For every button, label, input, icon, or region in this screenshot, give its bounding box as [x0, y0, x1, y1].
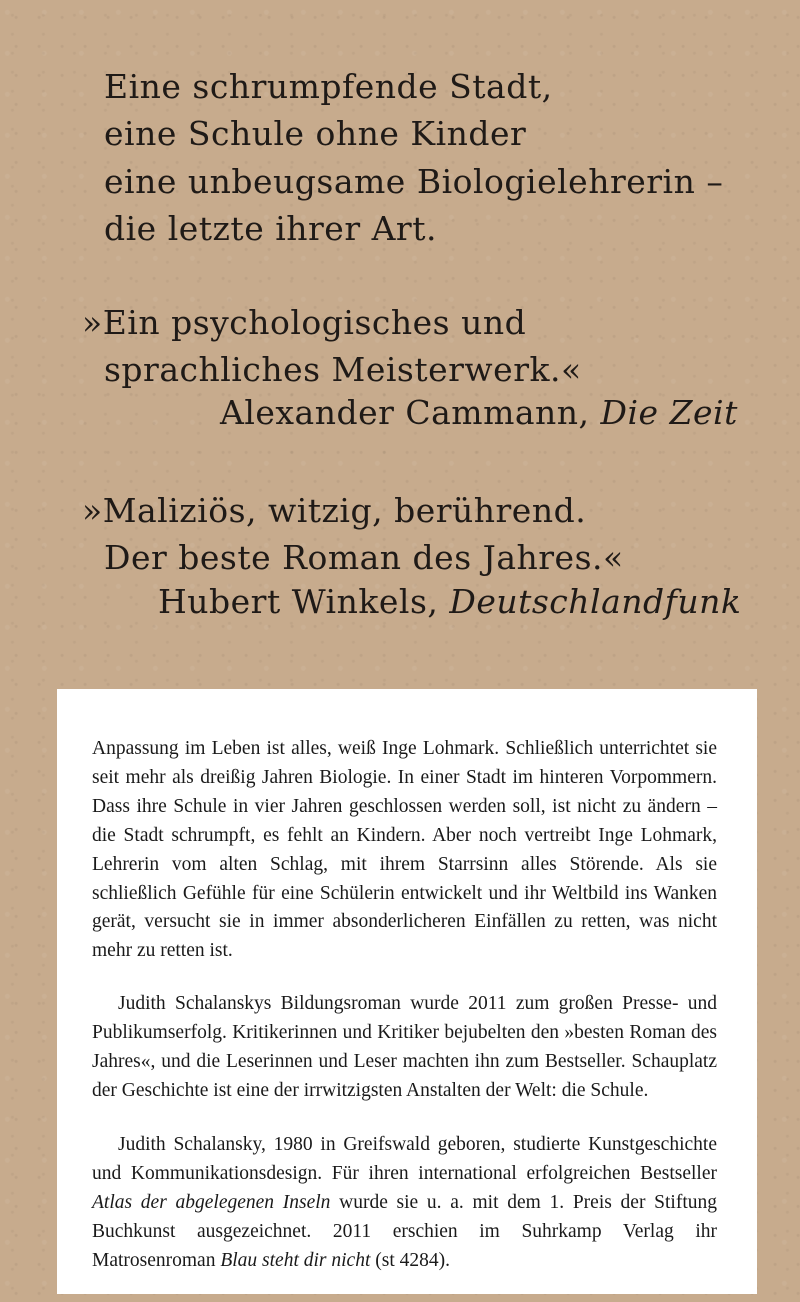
tagline-line-3: eine unbeugsame Biologielehrerin –: [104, 162, 724, 201]
quote-1-author: Alexander Cammann,: [220, 393, 601, 432]
blurb-p3-a: Judith Schalansky, 1980 in Greifswald geboren, studierte Kunstgeschichte und Kommunikationsdesign. Für ihren international erfolgreichen Bestseller: [92, 1134, 717, 1184]
quote-2-author: Hubert Winkels,: [158, 582, 450, 621]
quote-2-line-1: »Maliziös, witzig, berührend.: [82, 491, 587, 530]
blurb-p3-e: (st 4284).: [370, 1249, 450, 1271]
blurb-paragraph-1: Anpassung im Leben ist alles, weiß Inge Lohmark. Schließlich unterrichtet sie seit mehr als dreißig Jahren Biologie. In einer Stadt im hinteren Vorpommern. Dass ihre Schule in vier Jahren geschlossen werden soll, ist nicht zu ändern – die Stadt schrumpft, es fehlt an Kindern. Aber noch vertreibt Inge Lohmark, Lehrerin vom alten Schlag, mit ihrem Starrsinn alles Störende. Als sie schließlich Gefühle für eine Schülerin entwickelt und ihr Weltbild ins Wanken gerät, versucht sie in immer absonderlicheren Einfällen zu retten, was nicht mehr zu retten ist.: [92, 738, 717, 962]
blurb-paragraph-3: [92, 1131, 717, 1276]
blurb-book-title-blau: Blau steht dir nicht: [220, 1249, 371, 1271]
quote-1-line-2: sprachliches Meisterwerk.«: [104, 350, 582, 389]
tagline-line-2: eine Schule ohne Kinder: [104, 114, 527, 153]
quote-2-attribution: [158, 582, 742, 621]
quote-2-line-2: Der beste Roman des Jahres.«: [104, 538, 624, 577]
blurb-paragraph-2: [92, 990, 717, 1106]
blurb-p3-c: wurde sie u. a. mit dem 1. Preis der Stiftung Buchkunst ausgezeichnet. 2011 erschien im Suhrkamp Verlag ihr Matrosenroman: [92, 1191, 717, 1271]
quote-1-attribution: [220, 393, 738, 432]
blurb-paragraph-2-text: Judith Schalanskys Bildungsroman wurde 2011 zum großen Presse- und Publikumserfolg. Kritikerinnen und Kritiker bejubelten den »besten Roman des Jahres«, und die Leserinnen und Leser machten ihn zum Bestseller. Schauplatz der Geschichte ist eine der irrwitzigsten Anstalten der Welt: die Schule.: [92, 993, 717, 1101]
quote-2-source: Deutschlandfunk: [449, 582, 742, 621]
tagline-line-4: die letzte ihrer Art.: [104, 209, 437, 248]
tagline-line-1: Eine schrumpfende Stadt,: [104, 67, 553, 106]
quote-1-line-1: »Ein psychologisches und: [82, 303, 527, 342]
blurb-book-title-atlas: Atlas der abgelegenen Inseln: [92, 1191, 331, 1213]
quote-1-source: Die Zeit: [600, 393, 738, 432]
